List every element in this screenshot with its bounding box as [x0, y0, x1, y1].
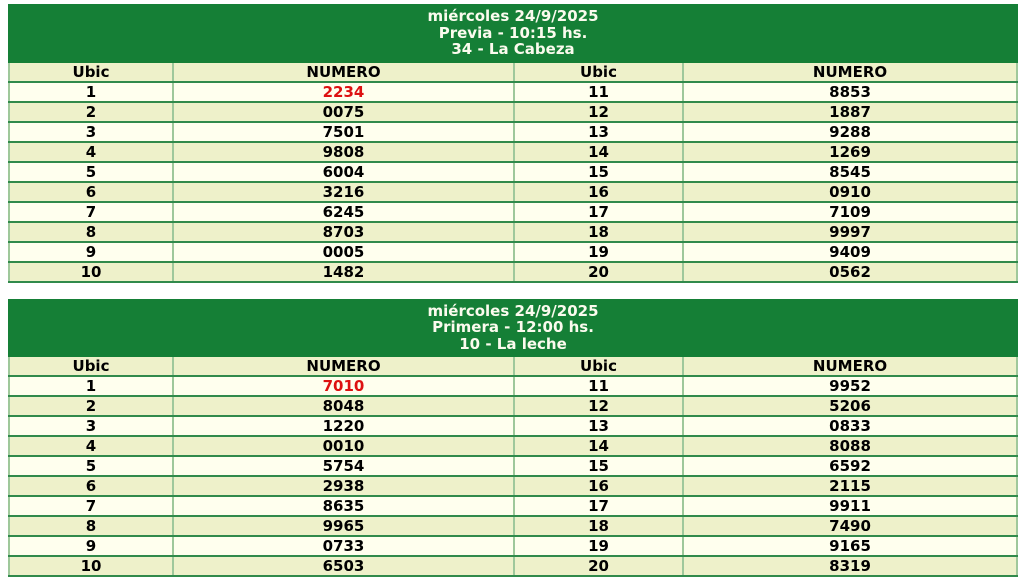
numero-cell: 3216	[173, 182, 514, 202]
ubic-cell: 11	[514, 82, 683, 102]
numero-cell: 9952	[683, 376, 1017, 396]
ubic-cell: 7	[9, 202, 173, 222]
result-row	[9, 262, 1017, 282]
numero-cell: 8088	[683, 436, 1017, 456]
ubic-cell: 4	[9, 436, 173, 456]
ubic-cell: 12	[514, 396, 683, 416]
result-row	[9, 202, 1017, 222]
numero-cell: 6503	[173, 556, 514, 576]
numero-cell: 8703	[173, 222, 514, 242]
ubic-cell: 2	[9, 396, 173, 416]
draw-date: miércoles 24/9/2025	[10, 303, 1016, 320]
result-row	[9, 496, 1017, 516]
ubic-cell: 17	[514, 496, 683, 516]
draw-head-number: 10 - La leche	[10, 336, 1016, 353]
ubic-cell: 14	[514, 142, 683, 162]
numero-cell: 0910	[683, 182, 1017, 202]
numero-cell: 6004	[173, 162, 514, 182]
numero-cell: 0005	[173, 242, 514, 262]
result-row	[9, 556, 1017, 576]
ubic-cell: 18	[514, 516, 683, 536]
numero-cell: 1887	[683, 102, 1017, 122]
result-row	[9, 122, 1017, 142]
col-header-numero-left: NUMERO	[173, 356, 514, 376]
draw-head-number: 34 - La Cabeza	[10, 41, 1016, 58]
ubic-cell: 16	[514, 182, 683, 202]
numero-cell: 8853	[683, 82, 1017, 102]
ubic-cell: 15	[514, 162, 683, 182]
ubic-cell: 7	[9, 496, 173, 516]
col-header-ubic-left: Ubic	[9, 62, 173, 82]
ubic-cell: 9	[9, 242, 173, 262]
ubic-cell: 11	[514, 376, 683, 396]
numero-cell: 0733	[173, 536, 514, 556]
result-row	[9, 396, 1017, 416]
draw-title-band	[9, 300, 1017, 357]
ubic-cell: 10	[9, 556, 173, 576]
ubic-cell: 1	[9, 82, 173, 102]
numero-cell: 0833	[683, 416, 1017, 436]
numero-cell: 9997	[683, 222, 1017, 242]
ubic-cell: 16	[514, 476, 683, 496]
numero-cell: 1220	[173, 416, 514, 436]
numero-cell: 2234	[173, 82, 514, 102]
col-header-numero-left: NUMERO	[173, 62, 514, 82]
result-row	[9, 376, 1017, 396]
numero-cell: 1482	[173, 262, 514, 282]
ubic-cell: 6	[9, 182, 173, 202]
ubic-cell: 10	[9, 262, 173, 282]
ubic-cell: 19	[514, 242, 683, 262]
result-row	[9, 536, 1017, 556]
numero-cell: 8048	[173, 396, 514, 416]
result-row	[9, 516, 1017, 536]
col-header-ubic-right: Ubic	[514, 356, 683, 376]
ubic-cell: 8	[9, 516, 173, 536]
numero-cell: 9288	[683, 122, 1017, 142]
ubic-cell: 20	[514, 556, 683, 576]
ubic-cell: 13	[514, 416, 683, 436]
ubic-cell: 3	[9, 416, 173, 436]
numero-cell: 7490	[683, 516, 1017, 536]
column-header-row	[9, 356, 1017, 376]
numero-cell: 2938	[173, 476, 514, 496]
draw-name-time: Previa - 10:15 hs.	[10, 25, 1016, 42]
result-row	[9, 476, 1017, 496]
draw-date: miércoles 24/9/2025	[10, 8, 1016, 25]
numero-cell: 1269	[683, 142, 1017, 162]
result-row	[9, 456, 1017, 476]
numero-cell: 9808	[173, 142, 514, 162]
numero-cell: 7010	[173, 376, 514, 396]
draw-name-time: Primera - 12:00 hs.	[10, 319, 1016, 336]
numero-cell: 9409	[683, 242, 1017, 262]
ubic-cell: 9	[9, 536, 173, 556]
numero-cell: 0562	[683, 262, 1017, 282]
result-row	[9, 162, 1017, 182]
numero-cell: 9911	[683, 496, 1017, 516]
result-row	[9, 182, 1017, 202]
numero-cell: 8545	[683, 162, 1017, 182]
result-row	[9, 436, 1017, 456]
draw-table-primera	[8, 299, 1018, 577]
numero-cell: 5206	[683, 396, 1017, 416]
numero-cell: 9165	[683, 536, 1017, 556]
numero-cell: 8319	[683, 556, 1017, 576]
ubic-cell: 15	[514, 456, 683, 476]
result-row	[9, 242, 1017, 262]
ubic-cell: 2	[9, 102, 173, 122]
numero-cell: 8635	[173, 496, 514, 516]
ubic-cell: 5	[9, 456, 173, 476]
ubic-cell: 17	[514, 202, 683, 222]
ubic-cell: 1	[9, 376, 173, 396]
ubic-cell: 19	[514, 536, 683, 556]
ubic-cell: 6	[9, 476, 173, 496]
numero-cell: 6245	[173, 202, 514, 222]
draw-table-previa	[8, 4, 1018, 283]
numero-cell: 0010	[173, 436, 514, 456]
ubic-cell: 20	[514, 262, 683, 282]
numero-cell: 5754	[173, 456, 514, 476]
result-row	[9, 102, 1017, 122]
draw-title-band	[9, 5, 1017, 62]
ubic-cell: 5	[9, 162, 173, 182]
result-row	[9, 222, 1017, 242]
ubic-cell: 3	[9, 122, 173, 142]
ubic-cell: 8	[9, 222, 173, 242]
numero-cell: 2115	[683, 476, 1017, 496]
result-row	[9, 416, 1017, 436]
ubic-cell: 12	[514, 102, 683, 122]
column-header-row	[9, 62, 1017, 82]
col-header-ubic-right: Ubic	[514, 62, 683, 82]
col-header-numero-right: NUMERO	[683, 356, 1017, 376]
numero-cell: 7109	[683, 202, 1017, 222]
result-row	[9, 142, 1017, 162]
result-row	[9, 82, 1017, 102]
numero-cell: 6592	[683, 456, 1017, 476]
numero-cell: 7501	[173, 122, 514, 142]
col-header-ubic-left: Ubic	[9, 356, 173, 376]
numero-cell: 9965	[173, 516, 514, 536]
ubic-cell: 4	[9, 142, 173, 162]
numero-cell: 0075	[173, 102, 514, 122]
ubic-cell: 18	[514, 222, 683, 242]
col-header-numero-right: NUMERO	[683, 62, 1017, 82]
ubic-cell: 14	[514, 436, 683, 456]
ubic-cell: 13	[514, 122, 683, 142]
